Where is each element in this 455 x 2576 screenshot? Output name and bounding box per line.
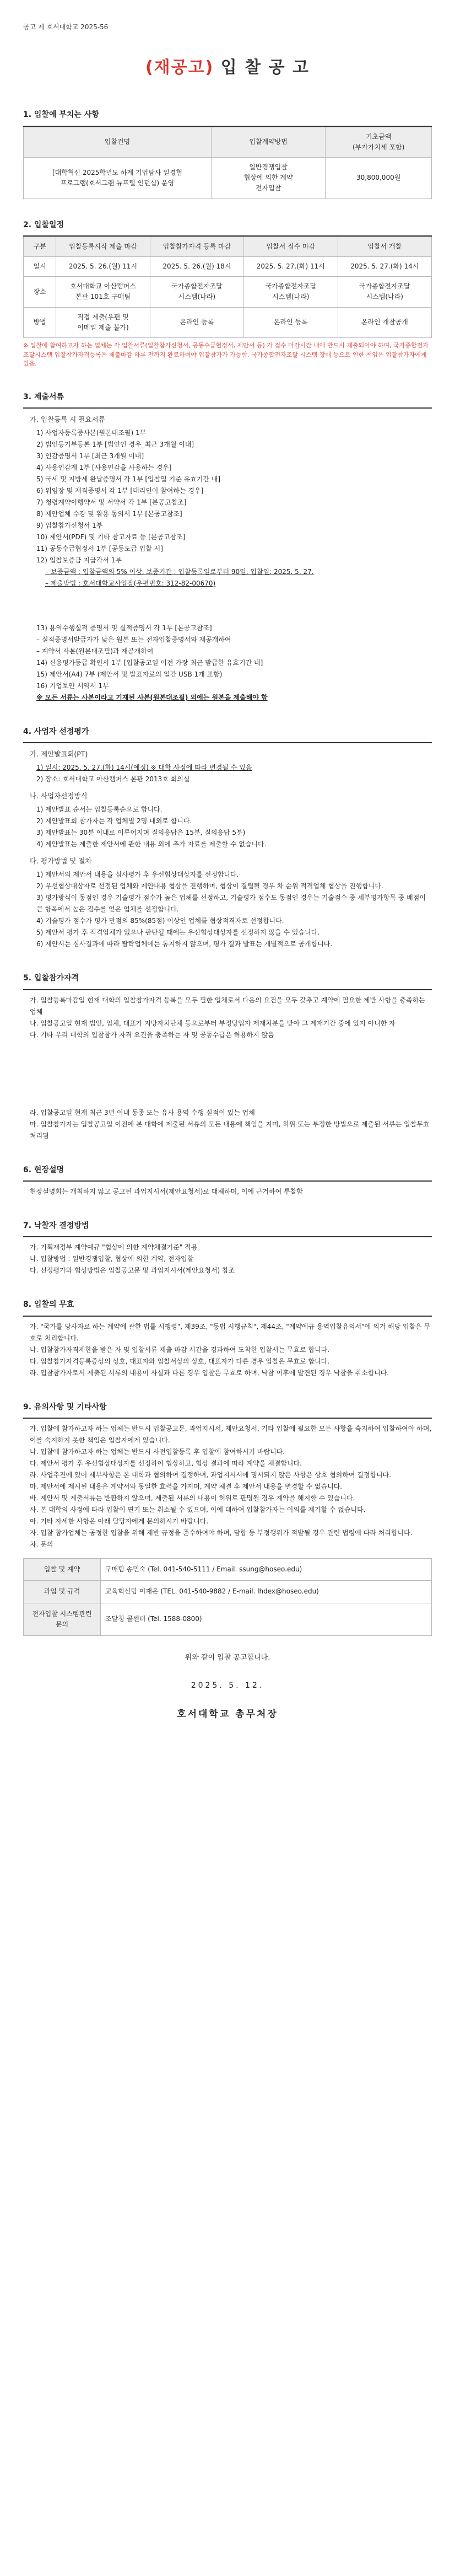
list-item: 4) 기술평가 점수가 평가 만점의 85%(85점) 이상인 업체를 협상적격자로 선정합니다. [36,917,284,925]
sub-heading: 다. 평가방법 및 절차 [30,857,92,866]
table-cell: 2025. 5. 27.(화) 14시 [338,257,431,277]
table-header: 입찰서 개찰 [338,237,431,256]
section-4-heading: 4. 사업자 선정평가 [23,727,89,736]
contact-value: 교육혁신팀 이재은 (TEL. 041-540-9882 / E-mail. lhdex@hoseo.edu) [101,1581,432,1603]
table-cell: [대학혁신 2025학년도 하계 기업탐사 일경험 프로그램(호서그랜 뉴프럴 인턴십) 운영 [24,157,212,198]
list-item: 바. 제안서 및 제출서류는 반환하지 않으며, 제출된 서류의 내용이 허위로 판명될 경우 계약을 해지할 수 있습니다. [30,1494,355,1502]
list-item: 3) 인감증명서 1부 [최근 3개월 이내] [36,452,144,460]
section-1-heading: 1. 입찰에 부치는 사항 [23,110,99,120]
section-2-heading: 2. 입찰일정 [23,220,64,229]
table-header: 입찰건명 [24,127,212,157]
section-9-heading: 9. 유의사항 및 기타사항 [23,1402,107,1412]
list-item: 가. 입찰에 참가하고자 하는 업체는 반드시 입찰공고문, 과업지시서, 제안요청서, 기타 입찰에 필요한 모든 사항을 숙지하여 입찰하여야 하며, 이를 숙지하지 못한 책임은 입찰자에게 있습니다. [30,1425,432,1445]
sub-heading: 가. 입찰등록 시 필요서류 [30,415,105,423]
table-cell: 온라인 개찰공개 [338,307,431,337]
table-cell: 30,800,000원 [326,157,432,198]
list-item: – 실적증명서발급자가 낮은 원본 또는 전자입찰증명서와 재공개하여 [36,635,231,643]
list-item: 6) 제안서는 심사결과에 따라 탈락업체에는 통지하지 않으며, 평가 결과 발표는 개별적으로 공개합니다. [36,940,333,948]
list-item: 4) 제안발표는 제출한 제안서에 관한 내용 외에 추가 자료를 제출할 수 없습니다. [36,840,267,849]
contact-value: 조달청 콜센터 (Tel. 1588-0800) [101,1603,432,1635]
list-item: 다. 제안서 평가 후 우선협상대상자를 선정하여 협상하고, 협상 결과에 따라 계약을 체결합니다. [30,1459,302,1468]
list-item: 라. 입찰공고일 현재 최근 3년 이내 동종 또는 유사 용역 수행 실적이 있는 업체 [30,1108,255,1117]
table-cell: 호서대학교 아산캠퍼스 본관 101호 구매팀 [56,277,150,307]
notice-date: 2025. 5. 12. [191,1681,264,1690]
guarantee-method: – 제출방법 : 호서대학교사업장(우편번호: 312-82-00670) [45,579,216,587]
list-item: 나. 입찰방법 : 일반경쟁입찰, 협상에 의한 계약, 전자입찰 [30,1255,194,1263]
site-briefing-text: 현장설명회는 개최하지 않고 공고된 과업지시서(제안요청서)로 대체하며, 이에 근거하여 투찰함 [30,1188,303,1196]
sub-heading: 가. 제안발표회(PT) [30,750,88,759]
contact-table [23,1558,432,1636]
list-item: 5) 제안서 평가 후 적격업체가 없으나 판단될 때에는 우선협상대상자를 선정하지 않을 수 있습니다. [36,929,319,937]
table-header: 기초금액 (부가가치세 포함) [326,127,432,157]
list-item: 다. 입찰참가자격등록증상의 상호, 대표자와 입찰서상의 상호, 대표자가 다른 경우 입찰은 무효로 합니다. [30,1357,330,1365]
list-item: 나. 입찰에 참가하고자 하는 업체는 반드시 사전입찰등록 후 입찰에 참여하시기 바랍니다. [30,1448,285,1456]
section-5-heading: 5. 입찰참가자격 [23,974,79,983]
list-item: 2) 우선협상대상자로 선정된 업체와 제안내용 협상을 진행하며, 협상이 결렬될 경우 차 순위 적격업체 협상을 진행합니다. [36,882,383,890]
contact-value: 구매팀 송민숙 (Tel. 041-540-5111 / Email. ssung@hoseo.edu) [101,1559,432,1581]
guarantee-amount: – 보증금액 : 입찰금액의 5% 이상, 보증기간 : 입찰등록일로부터 90일, 입찰일: 2025. 5. 27. [45,567,314,576]
table-cell: 직접 제출(우편 및 이메일 제출 불가) [56,307,150,337]
list-item: 마. 제안서에 제시된 내용은 계약서와 동일한 효력을 가지며, 계약 체결 후 제안서 내용을 변경할 수 없습니다. [30,1483,343,1491]
list-item: 6) 위임장 및 재직증명서 각 1부 [대리인이 참여하는 경우] [36,486,204,495]
table-cell: 온라인 등록 [150,307,243,337]
list-item: 5) 국세 및 지방세 완납증명서 각 1부 [입찰일 기준 유효기간 내] [36,475,221,483]
table-cell: 국가종합전자조달 시스템(나라) [244,277,338,307]
list-item: 1) 사업자등록증사본(원본대조필) 1부 [36,428,147,437]
list-item: 4) 사용인감계 1부 [사용인감을 사용하는 경우] [36,463,172,471]
table-cell: 일시 [24,257,56,277]
bid-item-table [23,127,432,199]
list-item: 1) 제안발표 순서는 입찰등록순으로 합니다. [36,806,162,814]
table-cell: 2025. 5. 27.(화) 11시 [244,257,338,277]
schedule-table [23,237,432,338]
list-item: 12) 입찰보증금 지급각서 1부 [36,556,122,564]
notice-number: 공고 제 호서대학교 2025-56 [23,23,109,31]
list-item: 3) 제안발표는 30분 이내로 이루어지며 질의응답은 15분, 질의응답 5분) [36,829,246,837]
table-cell: 장소 [24,277,56,307]
list-item: 14) 신용평가등급 확인서 1부 [입찰공고일 이전 가장 최근 발급한 유효기간 내] [36,658,263,667]
contact-label: 과업 및 규격 [24,1581,101,1603]
table-cell: 2025. 5. 26.(월) 18시 [150,257,243,277]
table-header: 구분 [24,237,56,256]
section-8-heading: 8. 입찰의 무효 [23,1300,74,1310]
list-item: 10) 제안서(PDF) 및 기타 참고자료 등 [본공고참조] [36,533,186,541]
list-item: 다. 기타 우리 대학의 입찰참가 자격 요건을 충족하는 자 및 공동수급은 허용하지 않음 [30,1031,274,1039]
list-item: 11) 공동수급협정서 1부 [공동도급 입찰 시] [36,544,163,552]
list-item: 자. 입찰 참가업체는 공정한 입찰을 위해 제반 규정을 준수하여야 하며, 담합 등 부정행위가 적발될 경우 관련 법령에 따라 처리합니다. [30,1529,413,1537]
table-cell: 일반경쟁입찰 협상에 의한 계약 전자입찰 [211,157,325,198]
list-item: 가. 입찰등록마감일 현재 대학의 입찰참가자격 등록을 모두 필한 업체로서 다음의 요건을 모두 갖추고 계약에 필요한 제반 사항을 충족하는 업체 [30,996,425,1016]
table-cell: 2025. 5. 26.(월) 11시 [56,257,150,277]
list-item: 2) 법인등기부등본 1부 [법인인 경우_최근 3개월 이내] [36,440,194,448]
list-item: 1) 일시: 2025. 5. 27.(화) 14시(예정) ※ 대학 사정에 따라 변경될 수 있음 [36,764,252,772]
section-6-heading: 6. 현장설명 [23,1165,64,1174]
table-cell: 국가종합전자조달 시스템(나라) [150,277,243,307]
list-item: 나. 입찰공고일 현재 법인, 업체, 대표가 지방자치단체 등으로부터 부정당업자 제재처분을 받아 그 제재기간 중에 있지 아니한 자 [30,1019,396,1027]
section-3-heading: 3. 제출서류 [23,392,64,401]
page-title [23,55,432,81]
table-header: 입찰참가자격 등록 마감 [150,237,243,256]
issuing-organization: 호서대학교 총무처장 [177,1709,278,1720]
contact-label: 전자입찰 시스템관련 문의 [24,1603,101,1635]
list-item: 마. 입찰참가자는 입찰공고일 이전에 본 대학에 제출된 서류의 모든 내용에 책임을 지며, 허위 또는 부정한 방법으로 제출된 서류는 입찰무효 처리됨 [30,1120,430,1140]
list-item: 가. 기획재정부 계약예규 "협상에 의한 계약체결기준" 적용 [30,1243,198,1252]
contact-label: 입찰 및 계약 [24,1559,101,1581]
table-header: 입찰등록시작 제출 마감 [56,237,150,256]
table-header: 입찰서 접수 마감 [244,237,338,256]
table-header: 입찰계약방법 [211,127,325,157]
title-prefix: (재공고) [145,58,214,78]
list-item: 차. 문의 [30,1541,53,1549]
list-item: 아. 기타 자세한 사항은 아래 담당자에게 문의하시기 바랍니다. [30,1517,209,1526]
list-item: 라. 사업추진에 있어 세부사항은 본 대학과 협의하여 결정하며, 과업지시서에 명시되지 않은 사항은 상호 협의하여 결정합니다. [30,1471,392,1479]
list-item: 가. "국가를 당사자로 하는 계약에 관한 법률 시행령", 제39조, "동법 시행규칙", 제44조, "계약예규 용역입찰유의서"에 의거 해당 입찰은 무효로 처리합니다. [30,1322,431,1342]
list-item: 나. 입찰참가자격제한을 받은 자 및 입찰서류 제출 마감 시간을 경과하여 도착한 입찰서는 무효로 합니다. [30,1345,330,1354]
list-item: 9) 입찰참가신청서 1부 [36,521,103,529]
list-item: 2) 장소: 호서대학교 아산캠퍼스 본관 2013호 회의실 [36,775,190,783]
list-item: 3) 평가방식이 동점인 경우 기술평가 점수가 높은 업체를 선정하고, 기술평가 점수도 동점인 경우는 기술점수 중 세부평가항목 중 배점이 큰 항목에서 높은 점수를 얻은 업체를 선정합니다. [36,894,426,914]
section-7-heading: 7. 낙찰자 결정방법 [23,1221,89,1231]
schedule-warning: ※ 입찰에 참여하고자 하는 업체는 각 입찰서류(입찰참가신청서, 공동수급협정서, 제안서 등) 가 접수 마감시간 내에 반드시 제출되어야 하며, 국가종합전자조달시스템 입찰참가자격등록은 제출마감 하루 전까지 완료하여야 입찰참가가 가능함. 국가종합전자조달 시스템 장애 등으로 인한 책임은 입찰참가자에게 있음. [23,342,429,368]
list-item: 13) 용역수행실적 증명서 및 실적증명서 각 1부 [본공고참조] [36,624,212,632]
list-item: 라. 입찰참가자로서 제출된 서류의 내용이 사실과 다른 경우 입찰은 무효로 하며, 낙찰 이후에 발견된 경우 낙찰을 취소합니다. [30,1368,389,1377]
list-item: 8) 제안업체 수강 및 활용 동의서 1부 [본공고참조] [36,509,182,518]
list-item: 7) 청렴계약이행약서 및 서약서 각 1부 [본공고참조] [36,498,187,506]
closing-sentence: 위와 같이 입찰 공고합니다. [185,1654,270,1662]
title-main: 입 찰 공 고 [214,58,310,78]
list-item: 2) 제안발표회 참가자는 각 업체별 2명 내외로 합니다. [36,817,192,825]
document-notice: ※ 모든 서류는 사본이라고 기재된 사본(원본대조필) 외에는 원본을 제출해야 함 [36,693,268,701]
list-item: 다. 선정평가와 협상방법은 입찰공고문 및 과업지시서(제안요청서) 참조 [30,1266,235,1275]
list-item: 1) 제안서의 제안서 내용을 심사평가 후 우선협상대상자를 선정합니다. [36,871,239,879]
list-item: 16) 기업보안 서약서 1부 [36,681,109,690]
table-cell: 온라인 등록 [244,307,338,337]
list-item: – 계약서 사본(원본대조필)과 재공개하여 [36,647,154,655]
list-item: 사. 본 대학의 사정에 따라 입찰이 연기 또는 취소될 수 있으며, 이에 대하여 입찰참가자는 이의를 제기할 수 없습니다. [30,1506,366,1514]
sub-heading: 나. 사업자선정방식 [30,792,88,801]
table-cell: 국가종합전자조달 시스템(나라) [338,277,431,307]
table-cell: 방법 [24,307,56,337]
list-item: 15) 제안서(A4) 7부 (제안서 및 발표자료의 일간 USB 1개 포함) [36,670,223,678]
